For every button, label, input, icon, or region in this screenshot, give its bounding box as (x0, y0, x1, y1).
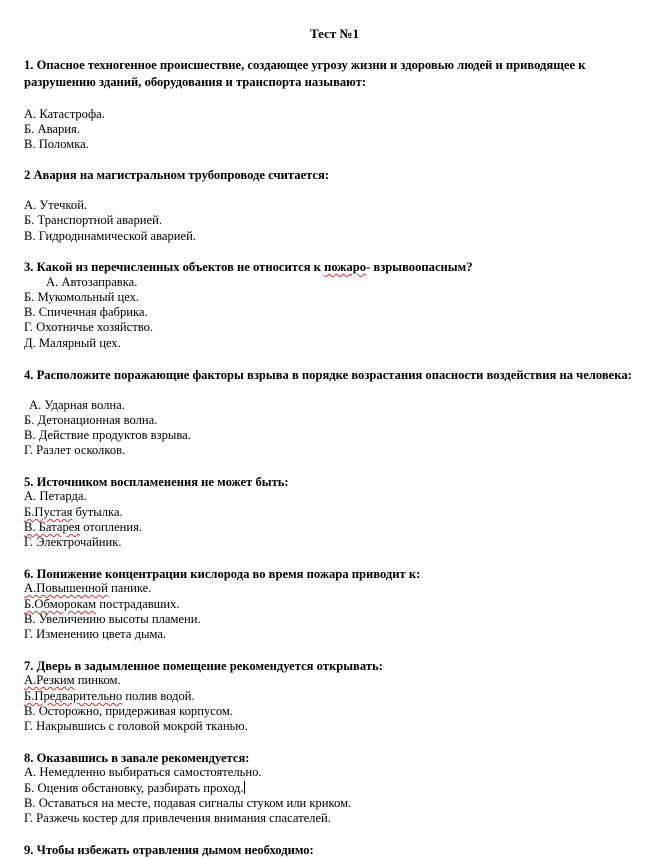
answer-5b: Б.Пустая бутылка. (24, 505, 123, 519)
spellcheck-word: А.Повышенной (24, 581, 108, 595)
spellcheck-word: пожаро (324, 260, 367, 274)
answer-6a: А.Повышенной панике. (24, 581, 152, 595)
spellcheck-word: Б.Обморокам (24, 597, 97, 611)
answer-4b: Б. Детонационная волна. (24, 413, 158, 427)
answer-6c: В. Увеличению высоты пламени. (24, 612, 201, 626)
spellcheck-word: В. Батарея (24, 520, 81, 534)
answer-6d: Г. Изменению цвета дыма. (24, 627, 167, 641)
answer-3e: Д. Малярный цех. (24, 336, 121, 350)
question-8: 8. Оказавшись в завале рекомендуется: (24, 751, 250, 765)
answer-1b: Б. Авария. (24, 122, 80, 136)
answer-7a: А.Резким пинком. (24, 673, 121, 687)
answer-8b: Б. Оценив обстановку, разбирать проход. (24, 781, 244, 795)
answer-7c: В. Осторожно, придерживая корпусом. (24, 704, 234, 718)
answer-3c: В. Спичечная фабрика. (24, 305, 148, 319)
answer-4c: В. Действие продуктов взрыва. (24, 428, 191, 442)
question-9: 9. Чтобы избежать отравления дымом необходимо: (24, 843, 314, 857)
answer-4d: Г. Разлет осколков. (24, 443, 126, 457)
answer-3d: Г. Охотничье хозяйство. (24, 320, 154, 334)
answer-8a: А. Немедленно выбираться самостоятельно. (24, 765, 262, 779)
test-title: Тест №1 (309, 26, 360, 41)
answer-5a: А. Петарда. (24, 489, 87, 503)
answer-3a: А. Автозаправка. (46, 275, 138, 289)
answer-5d: Г. Электрочайник. (24, 535, 122, 549)
question-6: 6. Понижение концентрации кислорода во время пожара приводит к: (24, 567, 421, 581)
question-3-prefix: 3. Какой из перечисленных объектов не относится к (24, 260, 325, 274)
answer-2b: Б. Транспортной аварией. (24, 213, 163, 227)
answer-8d: Г. Разжечь костер для привлечения внимания спасателей. (24, 811, 331, 825)
spellcheck-word: Б.Предварительно (24, 689, 123, 703)
question-5: 5. Источником воспламенения не может быть: (24, 475, 289, 489)
answer-5c: В. Батарея отопления. (24, 520, 143, 534)
question-3 (24, 259, 644, 276)
question-7: 7. Дверь в задымленное помещение рекомендуется открывать: (24, 659, 383, 673)
answer-1a: А. Катастрофа. (24, 107, 105, 121)
answer-8c: В. Оставаться на месте, подавая сигналы стуком или криком. (24, 796, 352, 810)
answer-4a: А. Ударная волна. (29, 398, 125, 412)
spellcheck-word: А.Резким (24, 673, 75, 687)
answer-7d: Г. Накрывшись с головой мокрой тканью. (24, 719, 248, 733)
text-cursor (244, 781, 245, 794)
answer-7b: Б.Предварительно полив водой. (24, 689, 195, 703)
answer-2c: В. Гидродинамической аварией. (24, 229, 197, 243)
answer-6b: Б.Обморокам пострадавших. (24, 597, 180, 611)
spellcheck-word: Б.Пустая (24, 505, 73, 519)
question-4: 4. Расположите поражающие факторы взрыва в порядке возрастания опасности воздействия на человека: (24, 368, 632, 382)
answer-1c: В. Поломка. (24, 137, 89, 151)
question-3-suffix: - взрывоопасным? (366, 260, 473, 274)
question-2: 2 Авария на магистральном трубопроводе считается: (24, 168, 330, 182)
question-1: 1. Опасное техногенное происшествие, создающее угрозу жизни и здоровью людей и приводящее к разрушению зданий, оборудования и транспорта называют: (24, 58, 586, 89)
answer-2a: А. Утечкой. (24, 198, 88, 212)
answer-3b: Б. Мукомольный цех. (24, 290, 140, 304)
